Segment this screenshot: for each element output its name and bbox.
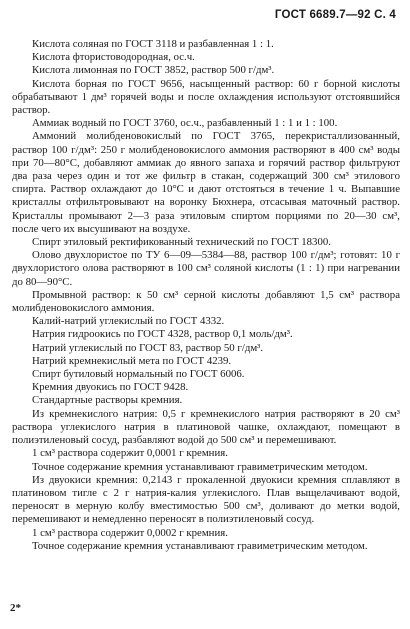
paragraph: Аммиак водный по ГОСТ 3760, ос.ч., разбавленный 1 : 1 и 1 : 100. [32,117,338,130]
paragraph: 1 см³ раствора содержит 0,0002 г кремния. [32,526,228,539]
paragraph: Калий-натрий углекислый по ГОСТ 4332. [32,315,225,328]
paragraph: Из кремнекислого натрия: 0,5 г кремнекислого натрия растворяют в 20 см³ раствора углекислого натрия в платиновой чашке, охлаждают, помещают в полиэтиленовый сосуд, разбавляют водой до 500 см³ и перемешивают. [12,407,400,447]
paragraph: Кислота лимонная по ГОСТ 3852, раствор 500 г/дм³. [32,64,275,77]
paragraph: Кислота борная по ГОСТ 9656, насыщенный раствор: 60 г борной кислоты обрабатывают 1 дм³ горячей воды и после охлаждения используют отстоявшийся раствор. [12,77,400,117]
paragraph: Кислота фтористоводородная, ос.ч. [32,51,195,64]
paragraph: Натрий кремнекислый мета по ГОСТ 4239. [32,354,232,367]
paragraph: Натрий углекислый по ГОСТ 83, раствор 50 г/дм³. [32,341,264,354]
paragraph: Промывной раствор: к 50 см³ серной кислоты добавляют 1,5 см³ раствора молибденовокислого аммония. [12,288,400,315]
paragraph: Точное содержание кремния устанавливают гравиметрическим методом. [32,539,368,552]
paragraph: 1 см³ раствора содержит 0,0001 г кремния. [32,447,228,460]
document-body [12,38,400,553]
paragraph: Спирт этиловый ректификованный технический по ГОСТ 18300. [32,236,331,249]
section-heading: Стандартные растворы кремния. [32,394,183,407]
paragraph: Спирт бутиловый нормальный по ГОСТ 6006. [32,368,245,381]
page-header: ГОСТ 6689.7—92 С. 4 [274,9,396,21]
paragraph: Кремния двуокись по ГОСТ 9428. [32,381,189,394]
paragraph: Аммоний молибденовокислый по ГОСТ 3765, перекристаллизованный, раствор 100 г/дм³: 250 г молибденовокислого аммония растворяют в 400 см³ воды при 70—80°С, добавляют аммиак до явного запаха и горячий раствор фильтруют два раза через один и тот же фильтр в стакан, содержащий 300 см³ этилового спирта. Раствор охлаждают до 10°С и дают отстояться в течение 1 ч. Выпавшие кристаллы отфильтровывают на воронку Бюхнера, отсасывая маточный раствор. Кристаллы промывают 2—3 раза этиловым спиртом порциями по 20—30 см³, после чего их высушивают на воздухе. [12,130,400,235]
paragraph: Кислота соляная по ГОСТ 3118 и разбавленная 1 : 1. [32,38,274,50]
paragraph: Из двуокиси кремния: 0,2143 г прокаленной двуокиси кремния сплавляют в платиновом тигле с 2 г натрия-калия углекислого. Плав выщелачивают водой, переносят в мерную колбу вместимостью 500 см³, доливают до метки водой, перемешивают и немедленно переносят в полиэтиленовый сосуд. [12,473,400,526]
paragraph: Натрия гидроокись по ГОСТ 4328, раствор 0,1 моль/дм³. [32,328,293,341]
paragraph: Точное содержание кремния устанавливают гравиметрическим методом. [32,460,368,473]
page-footer-mark: 2* [10,602,21,614]
paragraph: Олово двухлористое по ТУ 6—09—5384—88, раствор 100 г/дм³; готовят: 10 г двухлористого олова растворяют в 100 см³ соляной кислоты (1 : 1) при нагревании до 80—90°С. [12,249,400,288]
